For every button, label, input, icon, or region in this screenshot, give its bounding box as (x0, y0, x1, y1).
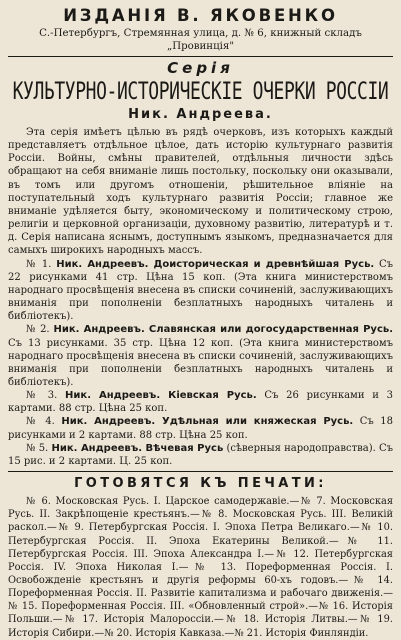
book-number: № 4. (26, 416, 55, 428)
book-title: Ник. Андреевъ. Удѣльная или княжеская Русь. (61, 416, 354, 428)
book-item (8, 442, 393, 468)
preparing-heading: ГОТОВЯТСЯ КЪ ПЕЧАТИ: (74, 476, 327, 492)
book-details: Съ 22 рисунками 41 стр. Цѣна 15 коп. (Эта книга министерствомъ народнаго просвѣщенія внесена въ списки сочиненій, заслуживающихъ вниманія при пополненіи безплатныхъ народныхъ читалень и библіотекъ). (8, 258, 394, 323)
book-details: Съ 18 рисунками и 2 картами. 88 стр. Цѣна 25 коп. (8, 416, 393, 441)
book-title: Ник. Андреевъ. Доисторическая и древнѣйшая Русь. (56, 258, 375, 270)
book-number: № 2. (26, 324, 50, 336)
book-item (8, 389, 393, 415)
publisher-title: ИЗДАНІЯ В. ЯКОВЕНКО (63, 6, 338, 25)
book-item (8, 258, 393, 324)
series-intro: Эта серія имѣетъ цѣлью въ рядѣ очерковъ, изъ которыхъ каждый представляетъ отдѣльное цѣлое, дать исторію культурнаго развитія Россіи. Войны, смѣны правителей, отдѣльныя личности здѣсь обращают на себя вниманіе лишь постольку, поскольку они оказывали, въ томъ или другомъ отношеніи, рѣшительное вліяніе на поступательный ходъ культурнаго развитія Россіи; главное же вниманіе удѣляется быту, экономическому и политическому строю, религіи и церковной организаціи, духовному развитію, литературѣ и т. д. Серія написана яснымъ, доступнымъ языкомъ, предназначается для самыхъ широкихъ народныхъ массъ. (8, 127, 393, 257)
book-number: № 5. (26, 442, 49, 454)
book-number: № 1. (26, 258, 52, 270)
series-label: Серія (167, 59, 234, 77)
book-details: Съ 13 рисунками. 35 стр. Цѣна 12 коп. (Эта книга министерствомъ народнаго просвѣщенія внесена въ списки сочиненій, заслуживающихъ вниманія при пополненіи безплатныхъ народныхъ читалень и библіотекъ). (8, 337, 393, 388)
publisher-address: С.-Петербургъ, Стремянная улица, д. № 6, книжный складъ „Провинція" (39, 28, 362, 52)
series-title: КУЛЬТУРНО-ИСТОРИЧЕСКІЕ ОЧЕРКИ РОССІИ (12, 77, 389, 106)
book-item (8, 323, 393, 389)
section-rule (8, 471, 393, 472)
book-title: Ник. Андреевъ. Вѣчевая Русь (51, 442, 224, 454)
book-number: № 3. (26, 390, 58, 402)
book-title: Ник. Андреевъ. Славянская или догосударственная Русь. (53, 324, 393, 336)
book-details: (сѣверныя народоправства). Съ 15 рис. и 2 картами. Ц. 25 коп. (8, 442, 394, 467)
book-details: Съ 26 рисунками и 3 картами. 88 стр. Цѣна 25 коп. (8, 390, 393, 415)
book-list (8, 258, 393, 469)
series-author: Ник. Андреева. (128, 107, 273, 122)
header-rule (8, 56, 393, 57)
book-title: Ник. Андреевъ. Кіевская Русь. (65, 390, 257, 402)
book-item (8, 415, 393, 441)
preparing-list: № 6. Московская Русь. I. Царское самодержавіе.—№ 7. Московская Русь. II. Закрѣпощеніе крестьянъ.—№ 8. Московская Русь. III. Великій раскол.—№ 9. Петербургская Россія. I. Эпоха Петра Великаго.—№ 10. Петербургская Россія. II. Эпоха Екатерины Великой.—№ 11. Петербургская Россія. III. Эпоха Александра I.—№ 12. Петербургская Россія. IV. Эпоха Николая I.—№ 13. Пореформенная Россія. I. Освобожденіе крестьянъ и другія реформы 60-хъ годовъ.—№ 14. Пореформенная Россія. II. Развитіе капитализма и рабочаго движенія.—№ 15. Пореформенная Россія. III. «Обновленный строй».—№ 16. Исторія Польши.—№ 17. Исторія Малороссіи.—№ 18. Исторія Литвы.—№ 19. Исторія Сибири.—№ 20. Исторія Кавказа.—№ 21. Исторія Финляндіи. (8, 496, 393, 639)
